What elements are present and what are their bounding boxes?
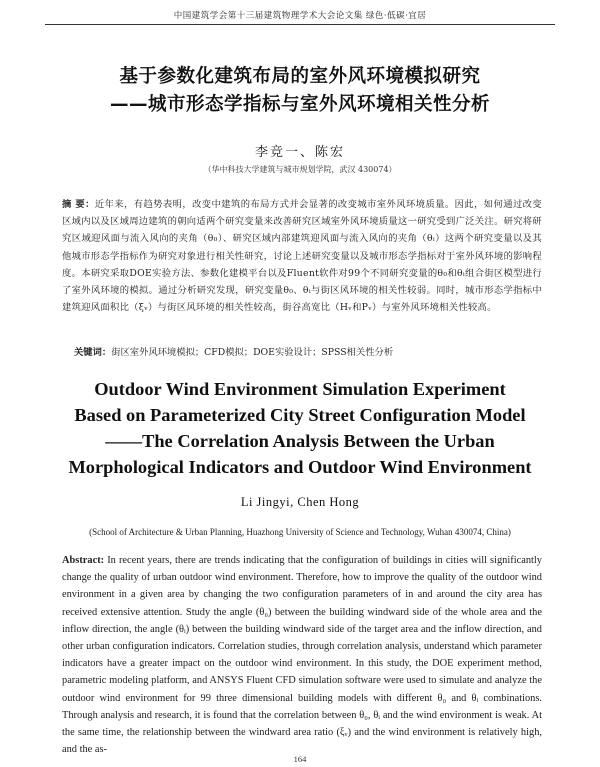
english-authors: Li Jingyi, Chen Hong (240, 495, 360, 509)
english-affiliation: (School of Architecture & Urban Planning, Huazhong University of Science and Technology, Wuhan 430074, China) (89, 527, 511, 537)
english-abstract-text: In recent years, there are trends indicating that the configuration of buildings in cities will significantly change the quality of urban outdoor wind environment. Therefore, how to improve the quality of the outdoor wind environment in a given area by changing the two configuration parameters of in and around the city area has received extensive attention. Study the angle (θ₀) between the building windward side of the whole area and the inflow direction, the angle (θᵢ) between the building windward side of the target area and the inflow direction, and other urban configuration indicators. Correlation studies, through correlation analysis, understand which parameter indicators have a greater impact on the outdoor wind environment. In this study, the DOE experiment method, parametric modeling platform, and ANSYS Fluent CFD simulation software were used to simulate and analyze the outdoor wind environment for 99 three dimensional building models with different θ₀ and θᵢ combinations. Through analysis and research, it is found that the correlation between θ₀, θᵢ and the wind environment is weak. At the same time, the relationship between the windward area ratio (ξᵥ) and the wind environment is relatively high, and the as- (62, 555, 542, 756)
chinese-authors: 李竞一、陈宏 (254, 145, 345, 160)
chinese-title-line-2: ——城市形态学指标与室外风环境相关性分析 (109, 94, 490, 115)
chinese-abstract-label: 摘 要： (62, 199, 95, 210)
chinese-title-line-1: 基于参数化建筑布局的室外风环境模拟研究 (119, 66, 481, 87)
english-title-line-2: Based on Parameterized City Street Configuration Model (74, 405, 526, 425)
chinese-keywords-label: 关键词： (74, 347, 112, 358)
page-number: 164 (293, 754, 307, 764)
header-rule (45, 24, 555, 25)
chinese-keywords-text: 街区室外风环境模拟；CFD模拟；DOE实验设计；SPSS相关性分析 (111, 347, 394, 358)
chinese-keywords (74, 344, 544, 358)
chinese-abstract-text: 近年来，有趋势表明，改变中建筑的布局方式并会显著的改变城市室外风环境质量。因此，如何通过改变区域内以及区域周边建筑的朝向适两个研究变量来改善研究区域室外风环境质量这一研究受到广泛关注。研究将研究区域迎风面与流入风向的夹角（θ₀）、研究区域内部建筑迎风面与流入风向的夹角（θᵢ）这两个研究变量以及其他城市形态学指标作为研究对象进行相关性研究，讨论上述研究变量以及城市形态学指标对于室外风环境的影响程度。本研究采取DOE实验方法、参数化建模平台以及Fluent软件对99个不同研究变量的θ₀和θᵢ组合街区模型进行了室外风环境的模拟。通过分析研究发现，研究变量θ₀、θᵢ与街区风环境的相关性较弱。同时，城市形态学指标中建筑迎风面积比（ξᵥ）与街区风环境的相关性较高，街谷高宽比（Hᵥ和Pᵥ）与室外风环境相关性较高。 (62, 199, 542, 314)
chinese-affiliation: （华中科技大学建筑与城市规划学院，武汉 430074） (203, 165, 397, 174)
english-abstract-label: Abstract: (62, 555, 105, 566)
english-title-line-3: ——The Correlation Analysis Between the Urban (105, 431, 495, 451)
running-header: 中国建筑学会第十三届建筑物理学术大会论文集 绿色·低碳·宜居 (173, 11, 427, 21)
english-title-line-4: Morphological Indicators and Outdoor Wind Environment (68, 457, 532, 477)
english-title-line-1: Outdoor Wind Environment Simulation Experiment (94, 379, 506, 399)
chinese-abstract (62, 196, 542, 316)
english-abstract (62, 552, 542, 758)
